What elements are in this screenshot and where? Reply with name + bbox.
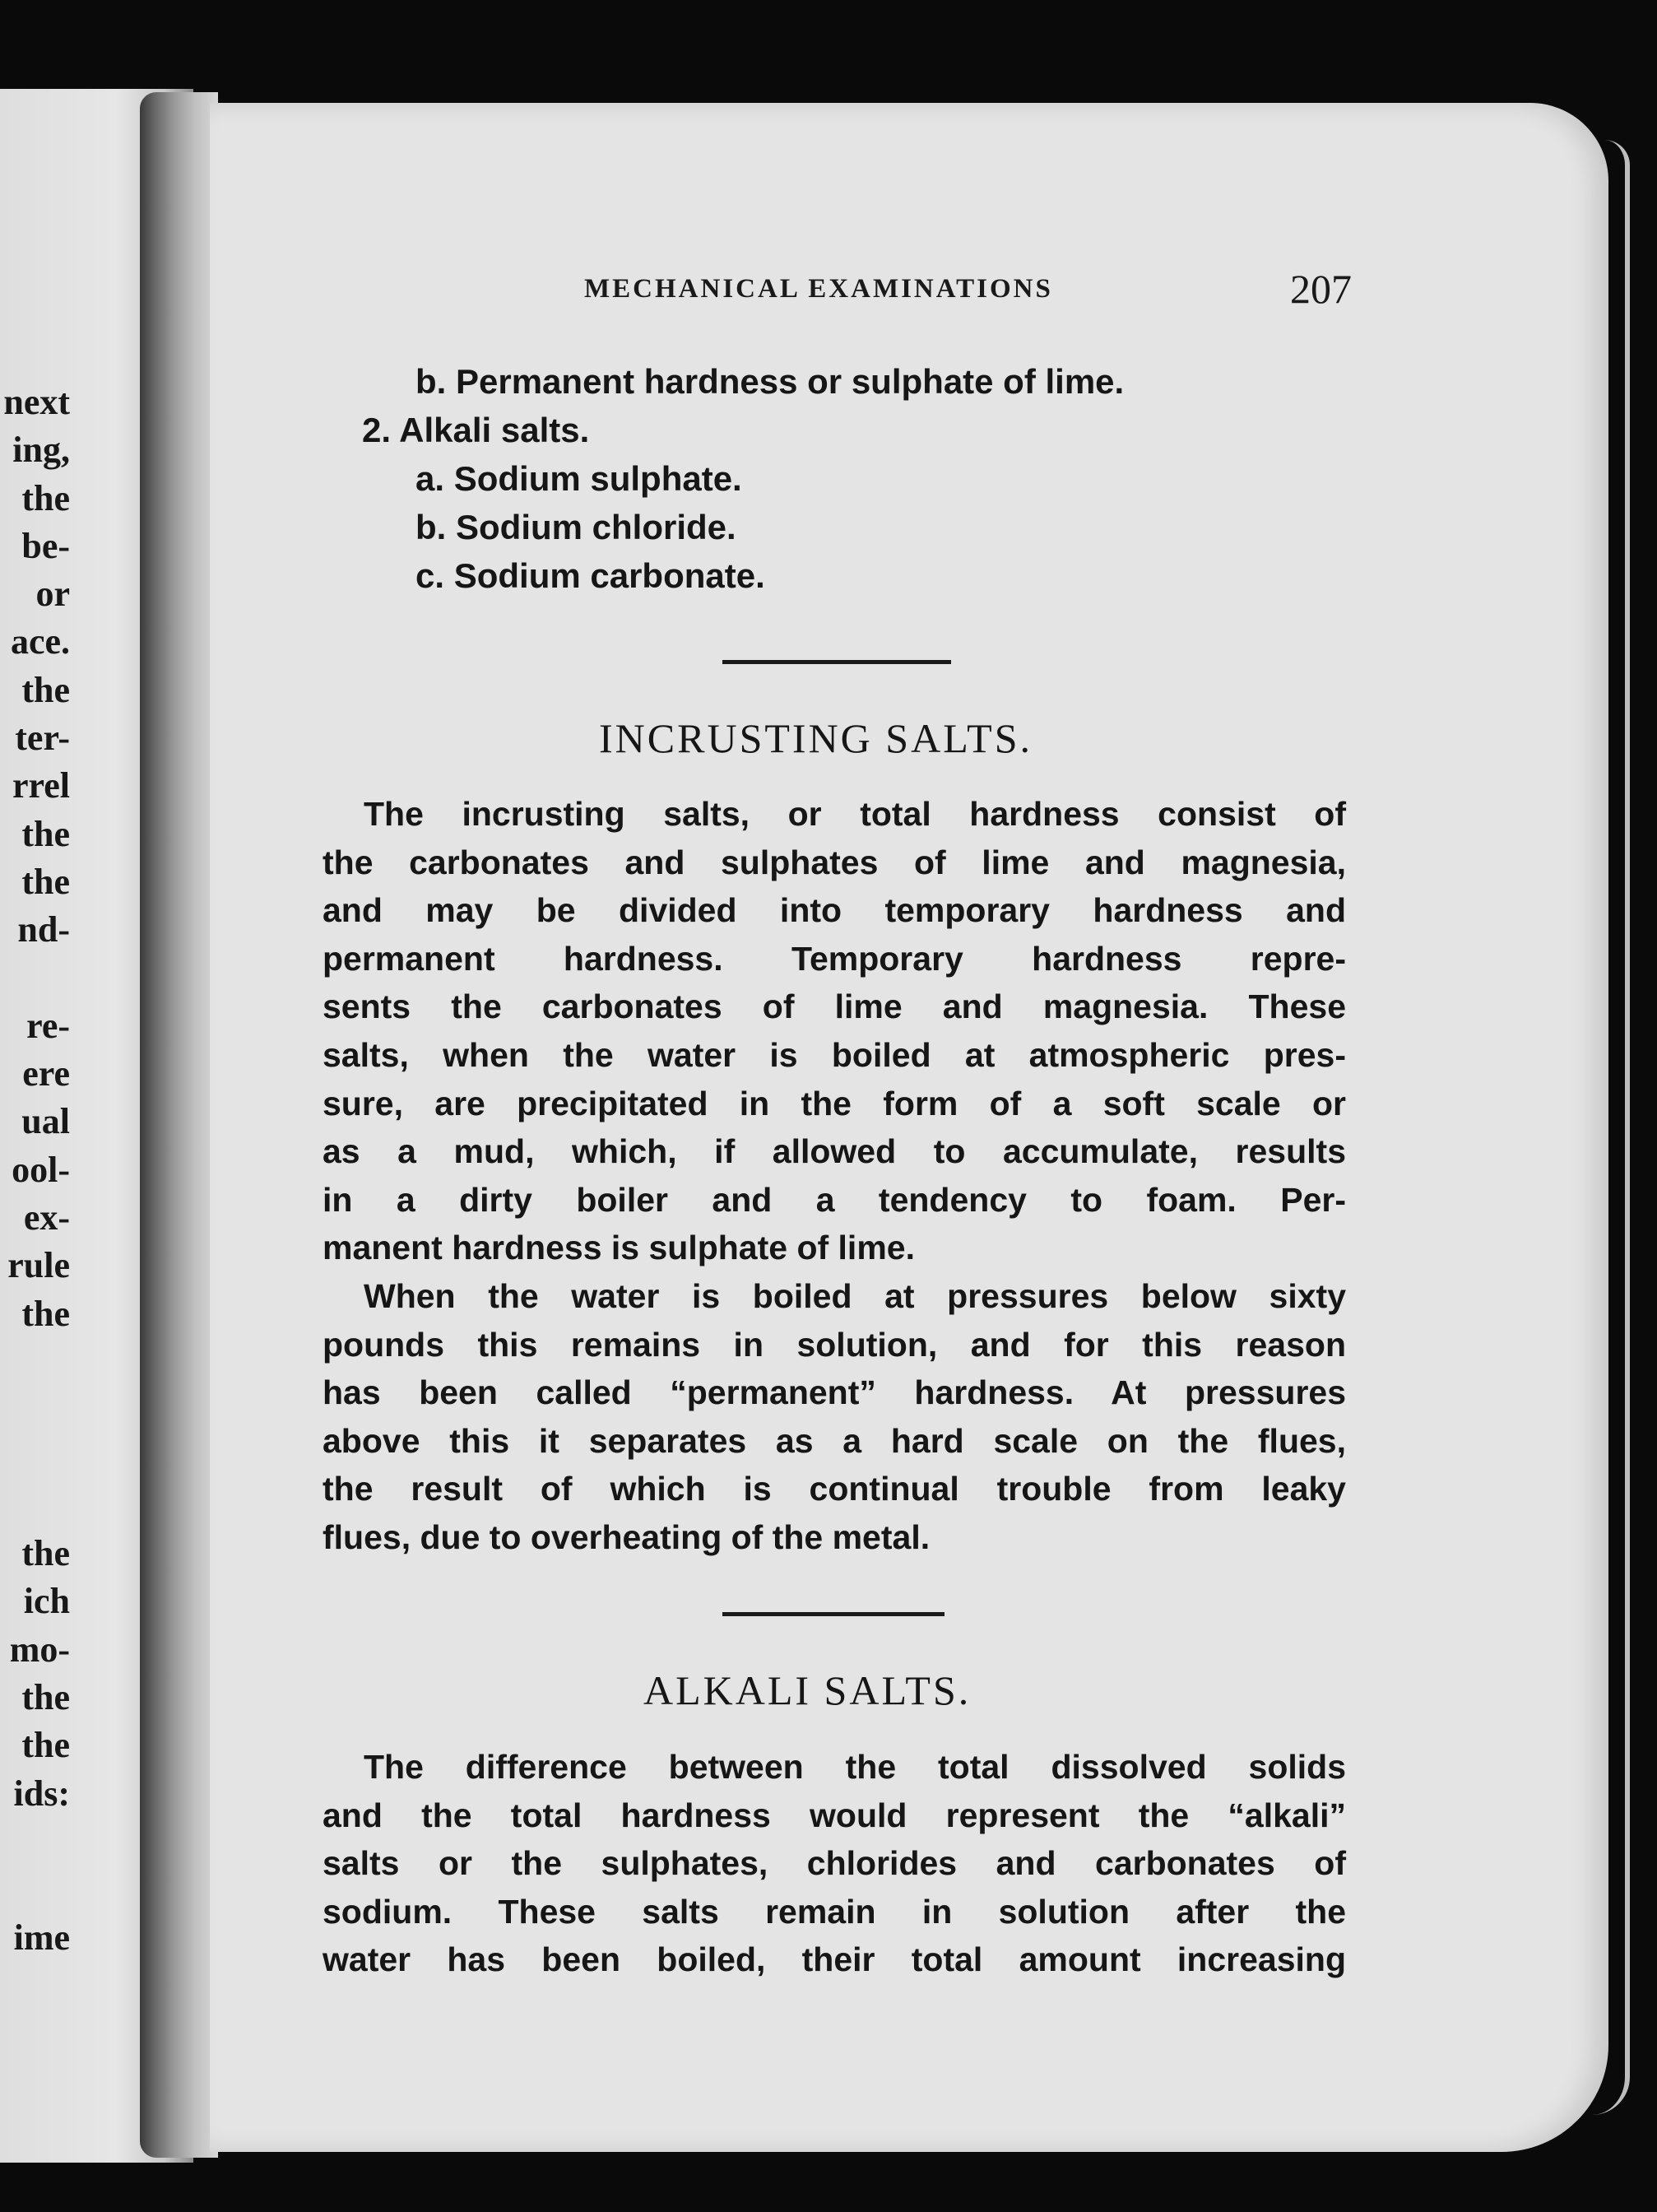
fragment-line: ex- [23,1197,70,1238]
paragraph-line: manent hardness is sulphate of lime. [323,1229,915,1267]
section-divider [722,660,951,664]
previous-page-text-fragments [0,379,70,1962]
paragraph-line: When the water is boiled at pressures below sixty [364,1277,1346,1315]
paragraph-line: The difference between the total dissolved solids [364,1748,1346,1786]
list-item-sodium-chloride: b. Sodium chloride. [415,508,736,546]
fragment-line: the [21,861,70,902]
fragment-line: the [21,813,70,854]
running-head: MECHANICAL EXAMINATIONS [584,274,1053,304]
fragment-line: re- [26,1005,70,1046]
list-item-permanent-hardness: b. Permanent hardness or sulphate of lime. [415,362,1125,401]
section-divider [722,1612,945,1616]
paragraph-line: The incrusting salts, or total hardness consist of [364,795,1346,833]
paragraph-line: the result of which is continual trouble from leaky [323,1470,1346,1508]
paragraph-line: salts or the sulphates, chlorides and carbonates of [323,1844,1346,1883]
fragment-line: ime [13,1917,70,1958]
paragraph-line: in a dirty boiler and a tendency to foam. Per- [323,1180,1346,1219]
fragment-line: ool- [12,1149,70,1190]
paragraph-line: flues, due to overheating of the metal. [323,1517,931,1556]
fragment-line: the [21,1677,70,1718]
list-item-sodium-sulphate: a. Sodium sulphate. [415,459,742,498]
paragraph-alkali-1 [323,1743,1346,1984]
paragraph-line: the carbonates and sulphates of lime and magnesia, [323,843,1346,881]
paragraph-line: above this it separates as a hard scale on the flues, [323,1421,1346,1460]
fragment-line: be- [21,525,70,566]
fragment-line [0,1866,70,1913]
list-item-alkali-salts: 2. Alkali salts. [362,411,590,449]
fragment-line [0,1434,70,1482]
fragment-line [0,1338,70,1386]
paragraph-line: and may be divided into temporary hardness and [323,891,1346,930]
fragment-line [0,955,70,1002]
fragment-line: the [21,669,70,710]
fragment-line: the [21,477,70,518]
paragraph-incrusting-1 [323,790,1346,1272]
fragment-line: rrel [12,765,70,806]
fragment-line: or [35,574,70,615]
fragment-line: ace. [10,621,70,662]
fragment-line: the [21,1293,70,1334]
paragraph-line: permanent hardness. Temporary hardness repre- [323,939,1346,978]
fragment-line: mo- [9,1629,70,1670]
paragraph-line: sure, are precipitated in the form of a soft scale or [323,1084,1346,1122]
fragment-line: ids: [13,1773,70,1814]
fragment-line [0,1818,70,1866]
paragraph-line: as a mud, which, if allowed to accumulate, results [323,1132,1346,1171]
paragraph-incrusting-2 [323,1272,1346,1562]
paragraph-line: water has been boiled, their total amount increasing [323,1940,1346,1979]
heading-incrusting-salts: INCRUSTING SALTS. [599,715,1033,761]
fragment-line [0,1482,70,1530]
fragment-line: ual [21,1101,70,1142]
paragraph-line: sodium. These salts remain in solution after the [323,1892,1346,1931]
paragraph-line: has been called “permanent” hardness. At pressures [323,1373,1346,1412]
fragment-line: the [21,1725,70,1766]
book-gutter [140,92,218,2158]
page-number: 207 [1290,266,1352,312]
fragment-line: next [3,382,70,422]
fragment-line: ere [22,1053,70,1094]
list-item-sodium-carbonate: c. Sodium carbonate. [415,556,765,595]
paragraph-line: salts, when the water is boiled at atmospheric pres- [323,1035,1346,1074]
fragment-line: nd- [17,909,70,950]
fragment-line: the [21,1533,70,1574]
heading-alkali-salts: ALKALI SALTS. [643,1667,972,1713]
fragment-line: ich [23,1581,70,1622]
paragraph-line: pounds this remains in solution, and for this reason [323,1325,1346,1364]
fragment-line: ter- [15,718,70,759]
fragment-line: rule [7,1245,70,1286]
paragraph-line: sents the carbonates of lime and magnesia. These [323,988,1346,1026]
page-edge [1592,140,1630,2115]
fragment-line [0,1386,70,1434]
fragment-line: ing, [12,430,70,471]
paragraph-line: and the total hardness would represent the “alkali” [323,1796,1346,1834]
